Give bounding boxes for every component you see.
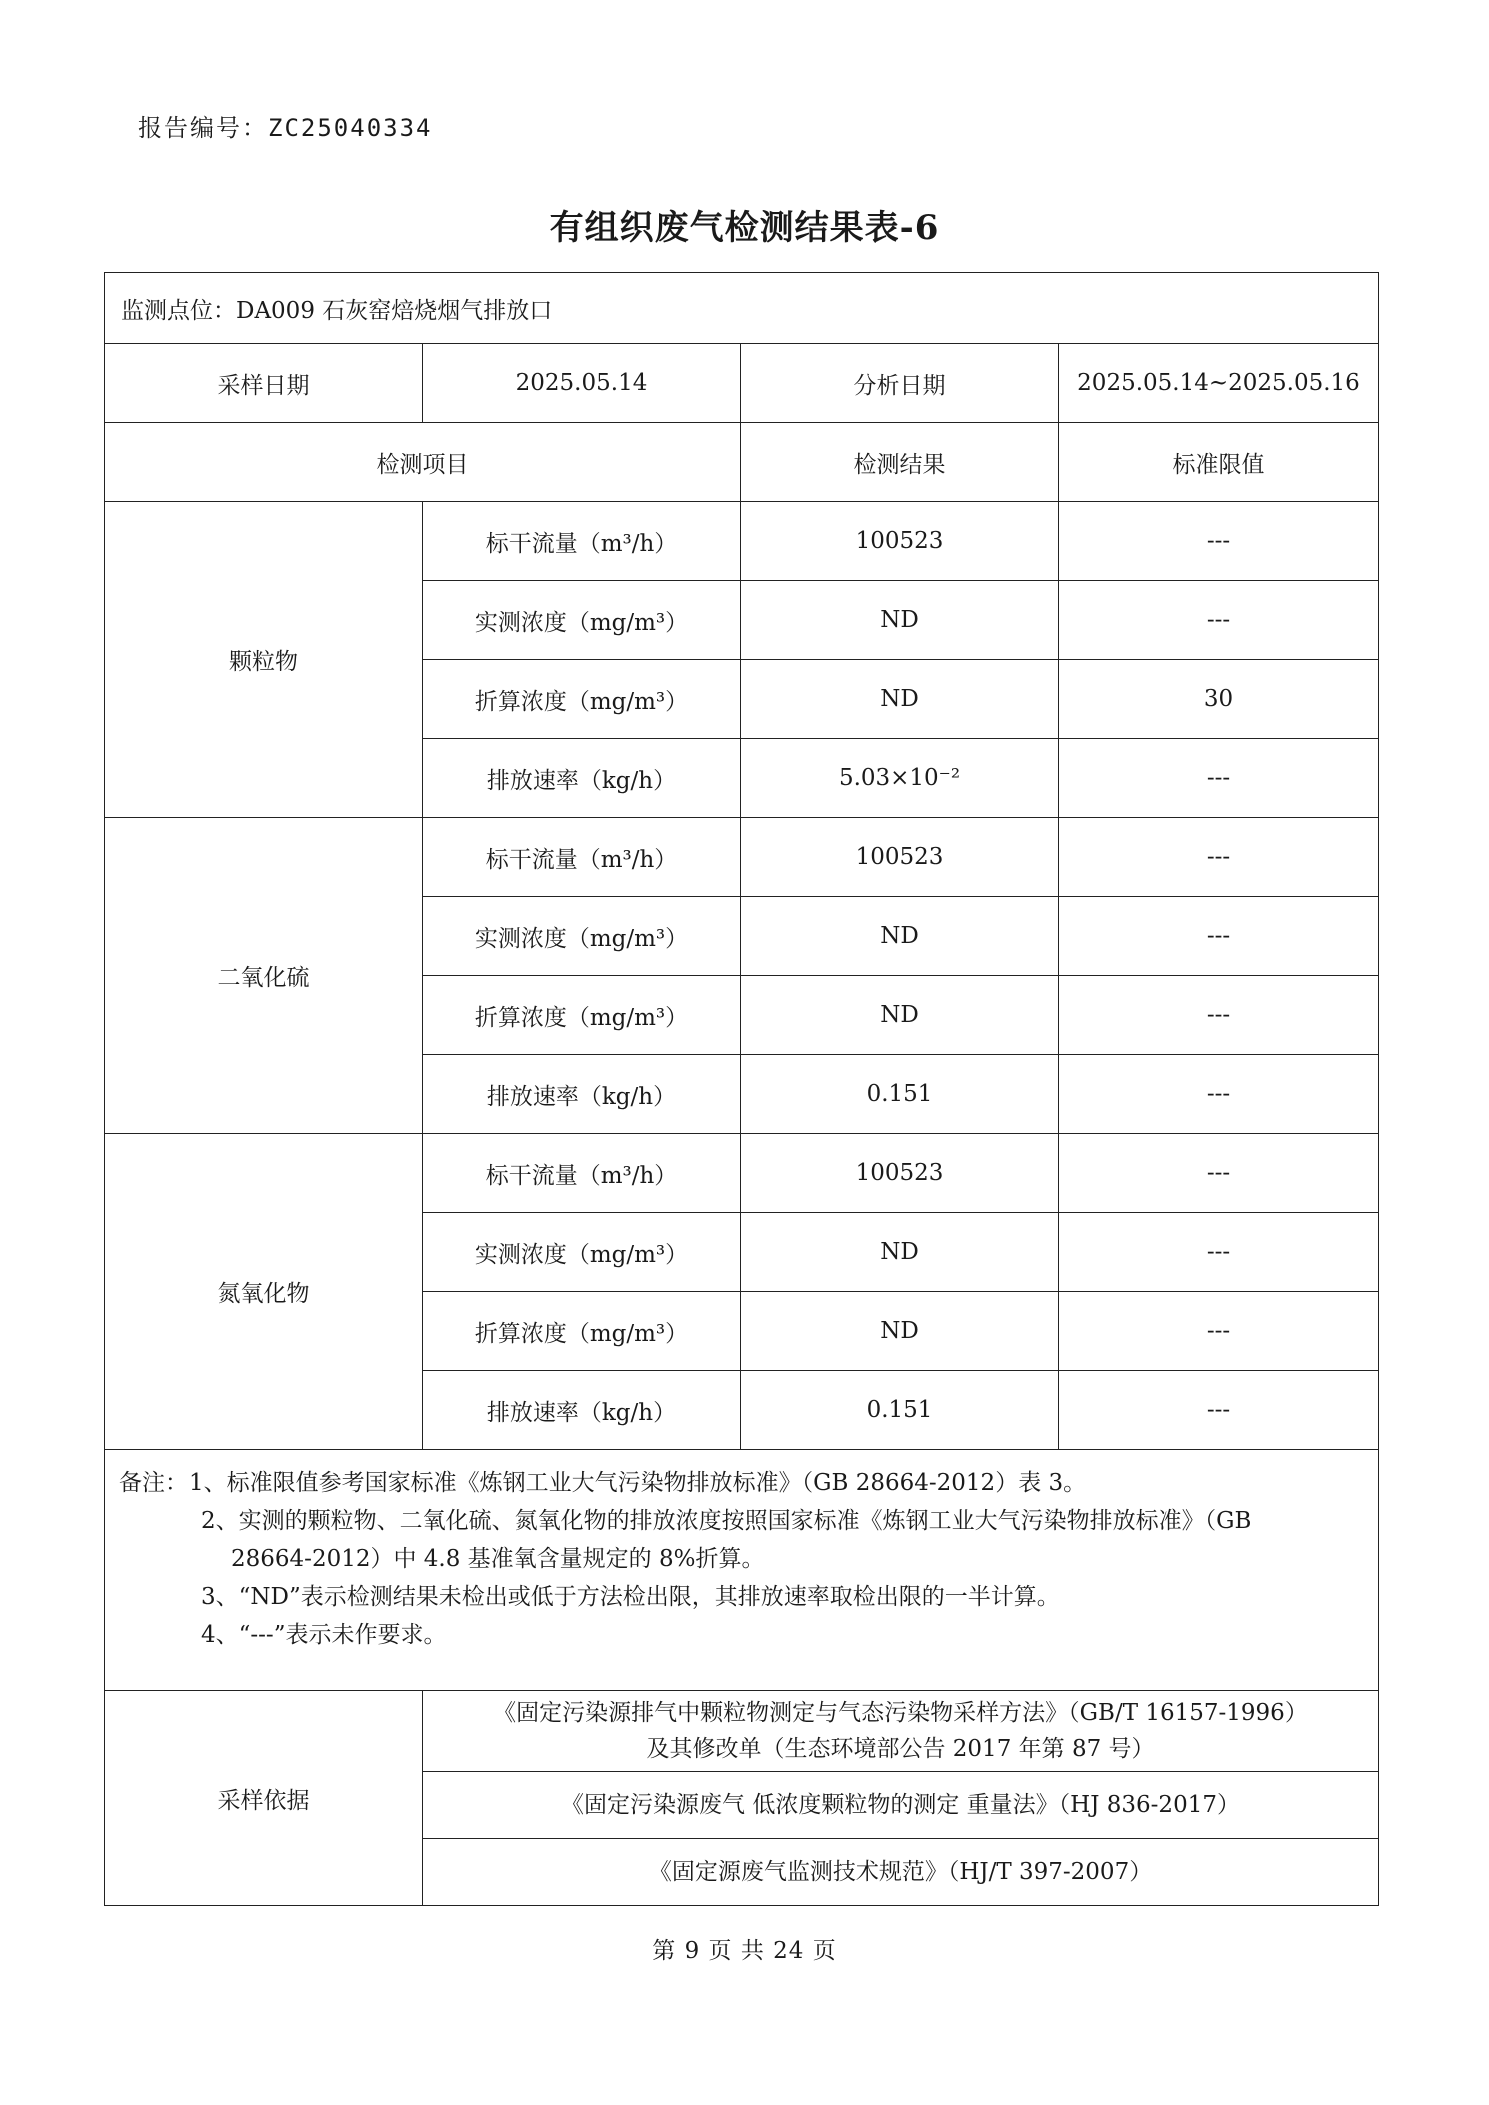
parameter-cell: 排放速率（kg/h）	[423, 1055, 741, 1134]
parameter-cell: 标干流量（m³/h）	[423, 502, 741, 581]
basis-standard-1-line-1: 《固定污染源排气中颗粒物测定与气态污染物采样方法》（GB/T 16157-1996）	[493, 1700, 1308, 1726]
limit-cell: ---	[1059, 502, 1379, 581]
result-cell: 100523	[741, 1134, 1059, 1213]
results-table	[104, 272, 1379, 1906]
report-number: 报告编号：ZC25040334	[138, 114, 433, 142]
limit-cell: ---	[1059, 1371, 1379, 1450]
result-cell: 5.03×10⁻²	[741, 739, 1059, 818]
basis-standard-2: 《固定污染源废气 低浓度颗粒物的测定 重量法》（HJ 836-2017）	[423, 1772, 1379, 1839]
pollutant-name: 氮氧化物	[105, 1134, 423, 1450]
analysis-date-label: 分析日期	[741, 344, 1059, 423]
result-cell: ND	[741, 1213, 1059, 1292]
parameter-cell: 标干流量（m³/h）	[423, 818, 741, 897]
parameter-cell: 实测浓度（mg/m³）	[423, 897, 741, 976]
table-row	[105, 502, 1379, 581]
notes-row	[105, 1450, 1379, 1691]
note-3: 3、“ND”表示检测结果未检出或低于方法检出限，其排放速率取检出限的一半计算。	[201, 1584, 1060, 1610]
parameter-cell: 标干流量（m³/h）	[423, 1134, 741, 1213]
sampling-date-label: 采样日期	[105, 344, 423, 423]
result-cell: ND	[741, 1292, 1059, 1371]
parameter-cell: 折算浓度（mg/m³）	[423, 660, 741, 739]
result-cell: 100523	[741, 502, 1059, 581]
column-header-item: 检测项目	[105, 423, 741, 502]
sampling-date: 2025.05.14	[423, 344, 741, 423]
parameter-cell: 排放速率（kg/h）	[423, 739, 741, 818]
result-cell: ND	[741, 581, 1059, 660]
notes-prefix: 备注：	[119, 1470, 188, 1496]
limit-cell: ---	[1059, 1055, 1379, 1134]
result-cell: ND	[741, 976, 1059, 1055]
result-cell: ND	[741, 897, 1059, 976]
limit-cell: ---	[1059, 581, 1379, 660]
table-row	[105, 818, 1379, 897]
parameter-cell: 折算浓度（mg/m³）	[423, 1292, 741, 1371]
basis-standard-3: 《固定源废气监测技术规范》（HJ/T 397-2007）	[423, 1839, 1379, 1906]
basis-label: 采样依据	[105, 1691, 423, 1906]
note-2-continued: 28664-2012）中 4.8 基准氧含量规定的 8%折算。	[231, 1546, 765, 1572]
limit-cell: ---	[1059, 1134, 1379, 1213]
parameter-cell: 实测浓度（mg/m³）	[423, 1213, 741, 1292]
table-row	[105, 1134, 1379, 1213]
result-cell: 100523	[741, 818, 1059, 897]
result-cell: 0.151	[741, 1055, 1059, 1134]
parameter-cell: 实测浓度（mg/m³）	[423, 581, 741, 660]
basis-row	[105, 1691, 1379, 1772]
pollutant-name: 二氧化硫	[105, 818, 423, 1134]
note-4: 4、“---”表示未作要求。	[201, 1622, 447, 1648]
limit-cell: 30	[1059, 660, 1379, 739]
limit-cell: ---	[1059, 1213, 1379, 1292]
limit-cell: ---	[1059, 897, 1379, 976]
pollutant-name: 颗粒物	[105, 502, 423, 818]
limit-cell: ---	[1059, 1292, 1379, 1371]
limit-cell: ---	[1059, 818, 1379, 897]
monitoring-point: 监测点位：DA009 石灰窑焙烧烟气排放口	[105, 273, 1379, 344]
note-1: 1、标准限值参考国家标准《炼钢工业大气污染物排放标准》（GB 28664-2012）表 3。	[189, 1470, 1087, 1496]
monitoring-point-row	[105, 273, 1379, 344]
parameter-cell: 排放速率（kg/h）	[423, 1371, 741, 1450]
basis-standard-1	[423, 1691, 1379, 1772]
date-row	[105, 344, 1379, 423]
notes	[105, 1450, 1379, 1691]
column-header-limit: 标准限值	[1059, 423, 1379, 502]
limit-cell: ---	[1059, 739, 1379, 818]
page-title: 有组织废气检测结果表-6	[549, 208, 940, 248]
limit-cell: ---	[1059, 976, 1379, 1055]
result-cell: ND	[741, 660, 1059, 739]
basis-standard-1-line-2: 及其修改单（生态环境部公告 2017 年第 87 号）	[646, 1736, 1155, 1762]
column-header-result: 检测结果	[741, 423, 1059, 502]
analysis-date: 2025.05.14~2025.05.16	[1059, 344, 1379, 423]
result-cell: 0.151	[741, 1371, 1059, 1450]
note-1-line	[119, 1464, 1360, 1502]
note-2: 2、实测的颗粒物、二氧化硫、氮氧化物的排放浓度按照国家标准《炼钢工业大气污染物排放标准》（GB	[201, 1508, 1252, 1534]
page-number: 第 9 页 共 24 页	[652, 1938, 837, 1964]
parameter-cell: 折算浓度（mg/m³）	[423, 976, 741, 1055]
header-row	[105, 423, 1379, 502]
